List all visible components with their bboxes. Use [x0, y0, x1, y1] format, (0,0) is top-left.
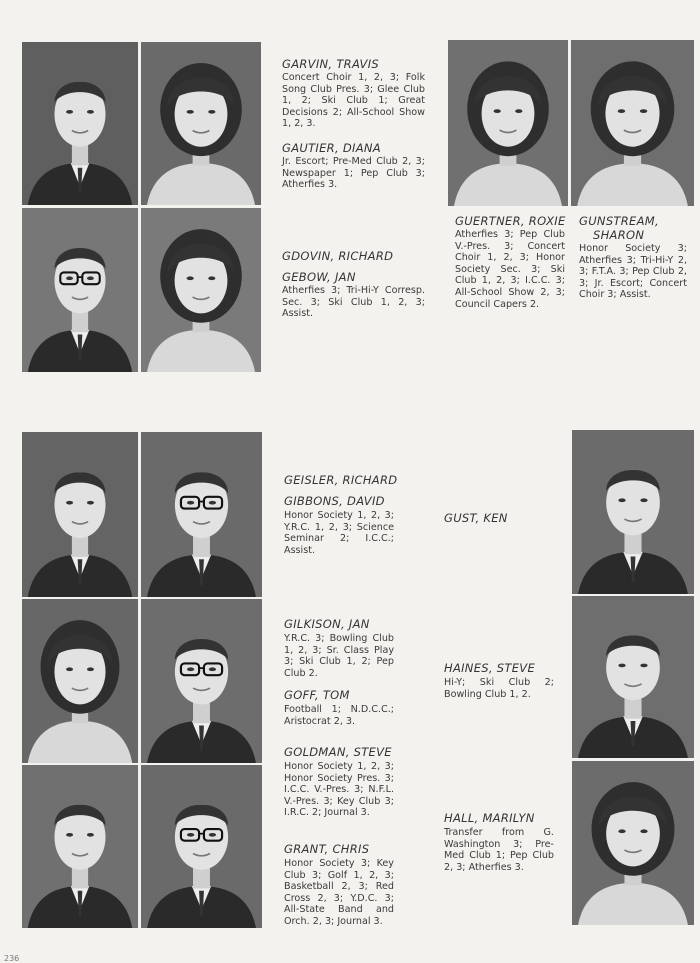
student-name-geisler-richard: GEISLER, RICHARD: [284, 473, 398, 487]
student-name-garvin-travis: GARVIN, TRAVIS: [282, 57, 380, 71]
male-portrait-image: [572, 430, 694, 594]
portrait-gilkison-jan: [22, 599, 138, 763]
student-activities-goldman-steve: Honor Society 1, 2, 3; Honor Society Pres. 3; I.C.C. V.-Pres. 3; N.F.L. V.-Pres. 3; Key Club 3; I.R.C. 2; Journal 3.: [284, 761, 394, 819]
portrait-gebow-jan: [141, 208, 261, 372]
portrait-hall-marilyn: [572, 761, 694, 925]
male-portrait-glasses-image: [141, 599, 262, 763]
female-portrait-image: [571, 40, 694, 206]
student-activities-gunstream-sharon: Honor Society 3; Atherfies 3; Tri-Hi-Y 2, 3; F.T.A. 3; Pep Club 2, 3; Jr. Escort; Concert Choir 3; Assist.: [579, 243, 687, 301]
male-portrait-image: [22, 432, 138, 597]
student-name-gilkison-jan: GILKISON, JAN: [284, 617, 370, 631]
portrait-garvin-travis: [22, 42, 138, 205]
portrait-guertner-roxie: [448, 40, 568, 206]
female-portrait-image: [572, 761, 694, 925]
portrait-haines-steve: [572, 596, 694, 758]
student-activities-garvin-travis: Concert Choir 1, 2, 3; Folk Song Club Pres. 3; Glee Club 1, 2; Ski Club 1; Great Decisions 2; All-School Show 1, 2, 3.: [282, 72, 425, 130]
female-portrait-image: [448, 40, 568, 206]
student-name-gdovin-richard: GDOVIN, RICHARD: [282, 249, 394, 263]
student-activities-gebow-jan: Atherfies 3; Tri-Hi-Y Corresp. Sec. 3; Ski Club 1, 2, 3; Assist.: [282, 285, 425, 320]
student-activities-grant-chris: Honor Society 3; Key Club 3; Golf 1, 2, 3; Basketball 2, 3; Red Cross 2, 3; Y.D.C. 3; All-State Band and Orch. 2, 3; Journal 3.: [284, 858, 394, 927]
portrait-gibbons-david: [141, 432, 262, 597]
student-activities-gilkison-jan: Y.R.C. 3; Bowling Club 1, 2, 3; Sr. Class Play 3; Ski Club 1, 2; Pep Club 2.: [284, 633, 394, 679]
student-activities-gautier-diana: Jr. Escort; Pre-Med Club 2, 3; Newspaper 1; Pep Club 3; Atherfies 3.: [282, 156, 425, 191]
student-name-haines-steve: HAINES, STEVE: [444, 661, 536, 675]
female-portrait-image: [22, 599, 138, 763]
student-activities-guertner-roxie: Atherfies 3; Pep Club V.-Pres. 3; Concert Choir 1, 2, 3; Honor Society Sec. 3; Ski Club 1, 2, 3; I.C.C. 3; All-School Show 2, 3; Council Capers 2.: [455, 229, 565, 310]
page-number: 236: [4, 954, 20, 963]
female-portrait-image: [141, 208, 261, 372]
student-name-gebow-jan: GEBOW, JAN: [282, 270, 356, 284]
portrait-goldman-steve: [22, 765, 138, 928]
student-name-gautier-diana: GAUTIER, DIANA: [282, 141, 381, 155]
student-activities-haines-steve: Hi-Y; Ski Club 2; Bowling Club 1, 2.: [444, 677, 554, 700]
portrait-gunstream-sharon: [571, 40, 694, 206]
male-portrait-image: [22, 42, 138, 205]
portrait-gust-ken: [572, 430, 694, 594]
student-name-goff-tom: GOFF, TOM: [284, 688, 350, 702]
male-portrait-image: [22, 765, 138, 928]
student-name-grant-chris: GRANT, CHRIS: [284, 842, 370, 856]
portrait-gautier-diana: [141, 42, 261, 205]
student-activities-goff-tom: Football 1; N.D.C.C.; Aristocrat 2, 3.: [284, 704, 394, 727]
portrait-grant-chris: [141, 765, 262, 928]
student-name-gunstream-line1: GUNSTREAM,: [579, 214, 659, 228]
portrait-gdovin-richard: [22, 208, 138, 372]
student-name-hall-marilyn: HALL, MARILYN: [444, 811, 535, 825]
student-activities-gibbons-david: Honor Society 1, 2, 3; Y.R.C. 1, 2, 3; Science Seminar 2; I.C.C.; Assist.: [284, 510, 394, 556]
male-portrait-glasses-image: [22, 208, 138, 372]
student-name-gibbons-david: GIBBONS, DAVID: [284, 494, 385, 508]
female-portrait-image: [141, 42, 261, 205]
male-portrait-glasses-image: [141, 765, 262, 928]
portrait-goff-tom: [141, 599, 262, 763]
student-name-guertner-roxie: GUERTNER, ROXIE: [455, 214, 566, 228]
student-name-gunstream-line2: SHARON: [593, 228, 645, 242]
student-activities-hall-marilyn: Transfer from G. Washington 3; Pre-Med Club 1; Pep Club 2, 3; Atherfies 3.: [444, 827, 554, 873]
student-name-gust-ken: GUST, KEN: [444, 511, 508, 525]
portrait-geisler-richard: [22, 432, 138, 597]
male-portrait-glasses-image: [141, 432, 262, 597]
student-name-goldman-steve: GOLDMAN, STEVE: [284, 745, 392, 759]
male-portrait-image: [572, 596, 694, 758]
